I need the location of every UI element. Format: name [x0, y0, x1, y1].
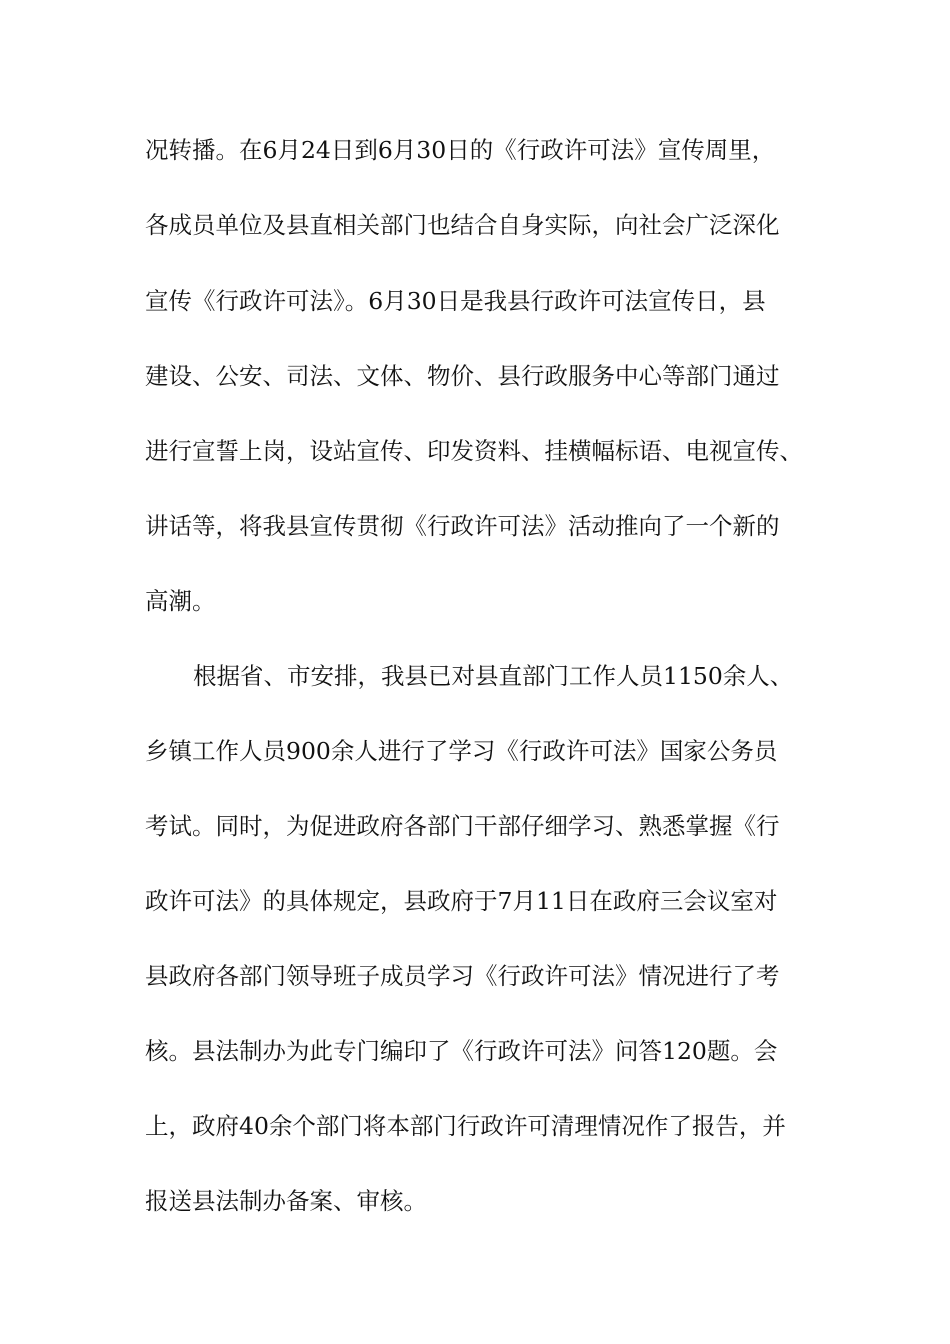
text-line: 上，政府40余个部门将本部门行政许可清理情况作了报告，并: [145, 1112, 786, 1140]
text-line: 县政府各部门领导班子成员学习《行政许可法》情况进行了考: [145, 962, 780, 990]
text-line: 进行宣誓上岗，设站宣传、印发资料、挂横幅标语、电视宣传、: [145, 437, 803, 465]
text-line: 建设、公安、司法、文体、物价、县行政服务中心等部门通过: [145, 362, 780, 390]
text-line: 宣传《行政许可法》。6月30日是我县行政许可法宣传日，县: [145, 287, 766, 315]
text-line: 政许可法》的具体规定，县政府于7月11日在政府三会议室对: [145, 887, 778, 915]
text-line: 高潮。: [145, 587, 216, 615]
text-line: 考试。同时，为促进政府各部门干部仔细学习、熟悉掌握《行: [145, 812, 780, 840]
text-line: 讲话等，将我县宣传贯彻《行政许可法》活动推向了一个新的: [145, 512, 780, 540]
text-line: 况转播。在6月24日到6月30日的《行政许可法》宣传周里，: [145, 136, 776, 164]
text-line: 各成员单位及县直相关部门也结合自身实际，向社会广泛深化: [145, 211, 780, 239]
text-line: 报送县法制办备案、审核。: [145, 1187, 427, 1215]
text-line: 核。县法制办为此专门编印了《行政许可法》问答120题。会: [145, 1037, 778, 1065]
text-line: 根据省、市安排，我县已对县直部门工作人员1150余人、: [193, 662, 794, 690]
text-line: 乡镇工作人员900余人进行了学习《行政许可法》国家公务员: [145, 737, 778, 765]
